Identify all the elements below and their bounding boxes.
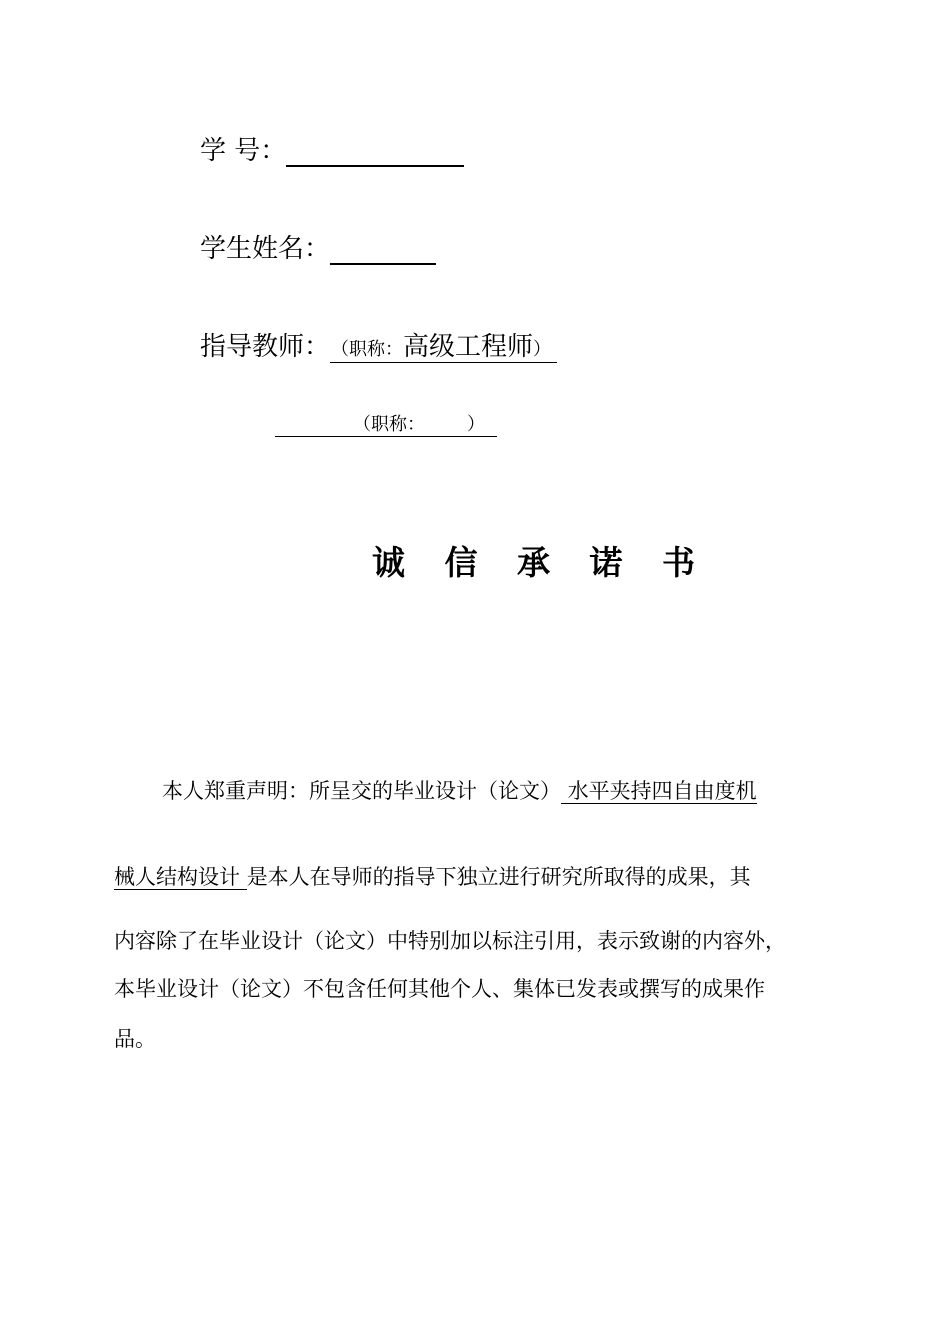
advisor-row (200, 326, 557, 363)
pledge-line-4: 本毕业设计（论文）不包含任何其他个人、集体已发表或撰写的成果作 (114, 977, 765, 1001)
pledge-title: 诚 信 承 诺 书 (372, 543, 709, 582)
pledge-line1-text: 本人郑重声明：所呈交的毕业设计（论文） (162, 779, 561, 803)
second-title-prefix: （职称： (353, 414, 425, 435)
student-id-label: 学 号： (200, 136, 287, 166)
second-advisor-field (275, 410, 497, 437)
advisor-title-field (330, 332, 557, 363)
student-id-blank (286, 137, 464, 167)
advisor-title-prefix: （职称： (340, 339, 404, 360)
pledge-line-5: 品。 (114, 1027, 156, 1051)
student-name-label: 学生姓名： (200, 234, 331, 264)
student-id-row (200, 130, 464, 167)
pledge-line-2 (114, 861, 751, 891)
second-advisor-row (275, 410, 497, 437)
pledge-line-3: 内容除了在毕业设计（论文）中特别加以标注引用，表示致谢的内容外， (114, 929, 786, 953)
advisor-label: 指导教师： (200, 332, 331, 362)
pledge-line2-text: 是本人在导师的指导下独立进行研究所取得的成果，其 (246, 865, 751, 889)
thesis-topic-part2: 械人结构设计 (114, 865, 247, 889)
student-name-blank (330, 235, 436, 265)
second-title-suffix: ） (467, 414, 485, 435)
student-name-row (200, 228, 436, 265)
pledge-line-1 (162, 775, 757, 805)
advisor-title-suffix: ） (533, 339, 552, 360)
advisor-title-value: 高级工程师 (403, 332, 534, 362)
thesis-topic-part1: 水平夹持四自由度机 (561, 779, 757, 803)
